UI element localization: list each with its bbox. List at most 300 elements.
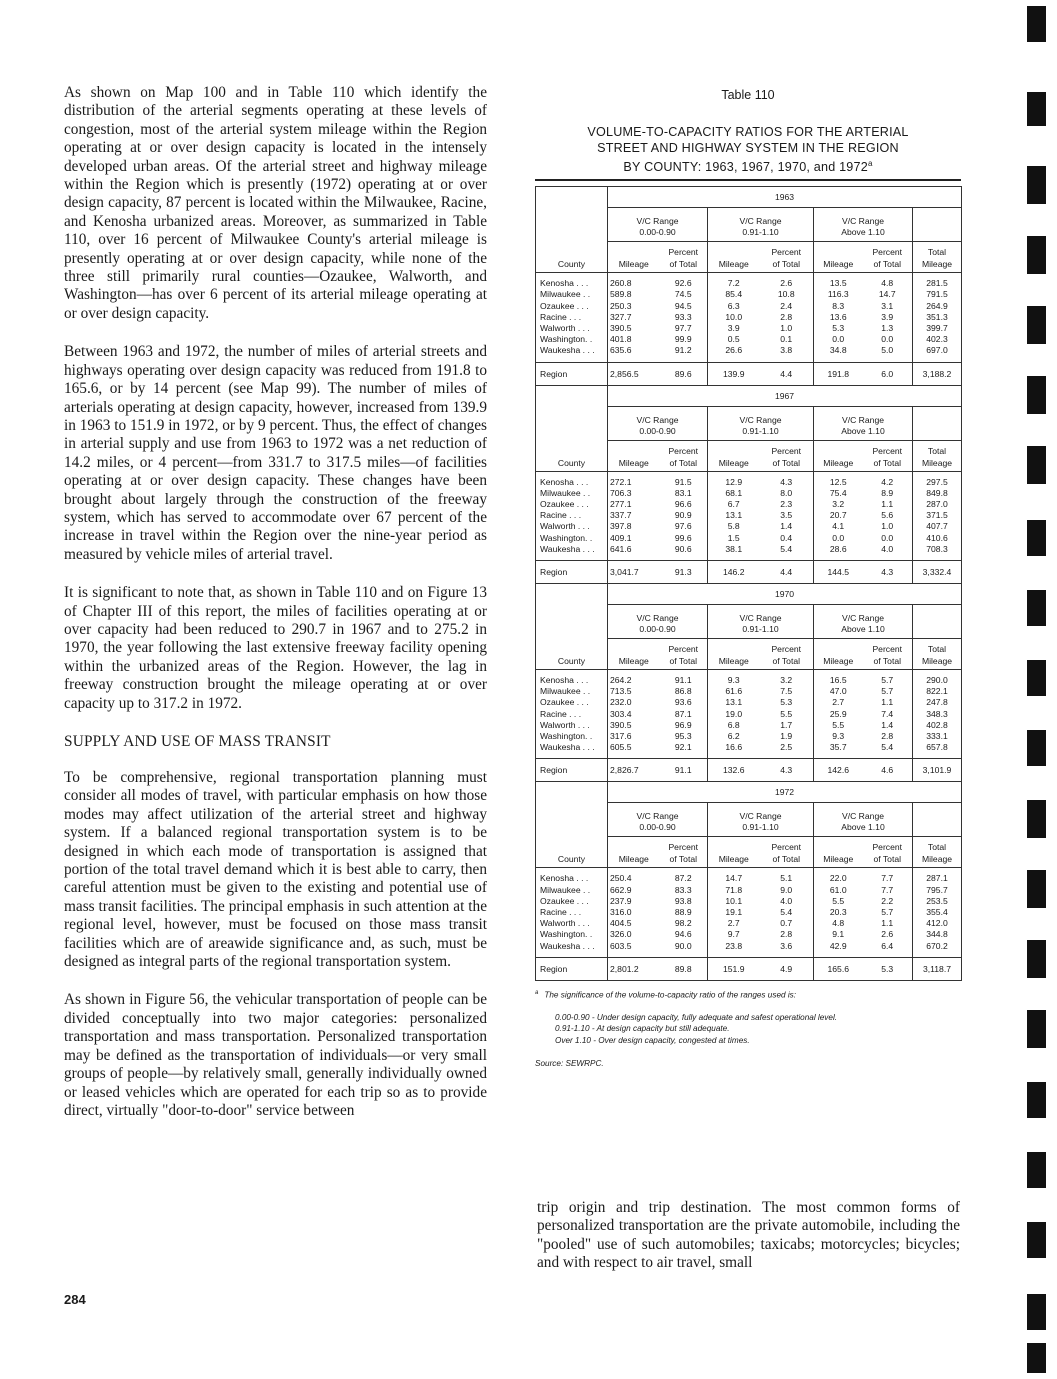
total-value: 247.8 [926, 697, 948, 708]
of-total-label: of Total [669, 457, 698, 468]
region-mileage: 132.6 [708, 759, 760, 782]
margin-mark [1027, 1343, 1046, 1373]
mileage-value: 34.8 [829, 345, 847, 356]
margin-mark [1027, 446, 1046, 484]
mileage-value: 5.5 [832, 895, 845, 906]
percent-value: 2.6 [780, 278, 793, 289]
percent-value: 4.0 [881, 543, 894, 554]
region-percent: 4.9 [760, 957, 814, 980]
mileage-value: 9.7 [727, 929, 740, 940]
region-total: 3,332.4 [913, 561, 962, 584]
total-label: Total [927, 842, 947, 853]
percent-values [863, 471, 913, 560]
range-definition: 0.00-0.90 - Under design capacity, fully adequate and safest operational level. [555, 1012, 838, 1022]
percent-value: 74.5 [674, 289, 692, 300]
body-paragraph: As shown on Map 100 and in Table 110 which identify the distribution of the arterial segments operating at these levels of congestion, most of the arterial system mileage within the Region operating at or over design capacity is located in the intensely developed urban areas. Of the arterial street and highway mileage within the Region which is presently (1972) operating at or over design capacity, 87 percent is located within the Milwaukee, Racine, and Kenosha urbanized areas. Moreover, as summarized in Table 110, over 16 percent of Milwaukee County's arterial mileage is presently operating at or over design capacity, while none of the three still primarily rural counties—Ozaukee, Walworth, and Washington—has over 6 percent of its arterial mileage operating at or over design capacity. [64, 84, 487, 322]
mileage-header: Mileage [608, 639, 660, 670]
range-label: V/C Range [636, 613, 679, 624]
percent-value: 5.4 [780, 907, 793, 918]
percent-value: 3.9 [881, 311, 894, 322]
mileage-value: 303.4 [610, 708, 632, 719]
percent-value: 2.8 [780, 311, 793, 322]
mileage-value: 13.1 [725, 510, 743, 521]
mileage-header: Mileage [708, 242, 760, 273]
region-mileage: 2,801.2 [608, 957, 660, 980]
percent-value: 14.7 [878, 289, 896, 300]
mileage-value: 19.0 [725, 708, 743, 719]
percent-header [660, 440, 708, 471]
percent-value: 2.8 [881, 731, 894, 742]
percent-label: Percent [771, 445, 802, 456]
percent-value: 8.0 [780, 487, 793, 498]
total-value: 264.9 [926, 300, 948, 311]
total-value: 297.5 [926, 476, 948, 487]
region-percent: 4.4 [760, 362, 814, 385]
county-name: Milwaukee . . [540, 884, 591, 895]
total-value: 333.1 [926, 731, 948, 742]
percent-values [760, 670, 814, 759]
region-total: 3,188.2 [913, 362, 962, 385]
mileage-value: 116.3 [827, 289, 849, 300]
region-percent: 91.1 [660, 759, 708, 782]
of-total-label: of Total [669, 259, 698, 270]
left-text-column [64, 84, 487, 1140]
county-name: Kenosha . . . [540, 476, 589, 487]
range-value: Above 1.10 [841, 425, 885, 436]
percent-value: 99.9 [674, 334, 692, 345]
mileage-value: 47.0 [829, 686, 847, 697]
mileage-value: 0.0 [832, 532, 845, 543]
range-header-mid [708, 803, 814, 837]
percent-value: 1.1 [881, 918, 894, 929]
county-name: Walworth . . . [540, 323, 590, 333]
table-title-years: BY COUNTY: 1963, 1967, 1970, and 1972 [623, 160, 868, 175]
mileage-value: 35.7 [829, 742, 847, 753]
percent-value: 1.1 [881, 499, 894, 510]
mileage-value: 20.3 [829, 907, 847, 918]
percent-value: 96.6 [674, 499, 692, 510]
percent-label: Percent [872, 247, 903, 258]
mileage-header: Mileage [708, 440, 760, 471]
county-name: Kenosha . . . [540, 278, 589, 289]
mileage-value: 9.3 [832, 731, 845, 742]
percent-value: 3.8 [780, 345, 793, 356]
range-definitions [555, 1012, 961, 1047]
county-name: Walworth . . . [540, 719, 590, 730]
percent-value: 5.0 [881, 345, 894, 356]
mileage-value: 409.1 [610, 532, 632, 543]
total-label: Total [927, 445, 947, 456]
mileage-values [708, 471, 760, 560]
county-name: Waukesha . . . [540, 543, 595, 554]
mileage-value: 16.6 [725, 742, 743, 753]
mileage-value: 10.1 [725, 895, 743, 906]
mileage-value: 250.4 [610, 873, 632, 884]
percent-value: 2.3 [780, 499, 793, 510]
body-paragraph: To be comprehensive, regional transportation planning must consider all modes of travel, with particular emphasis on how those modes may affect utilization of the arterial street and highway system. If a balanced regional transportation system is to be designed in which each mode of transportation is assigned that portion of the total travel demand which it is best able to carry, then careful attention must be given to the existing and potential use of mass transit facilities. The principal emphasis in such attention at the regional level, however, must be focused on those mass transit facilities which are of areawide significance and, as such, must be designed as integral parts of the regional transportation system. [64, 769, 487, 971]
county-header-space [536, 406, 608, 440]
mileage-value: 13.5 [829, 278, 847, 289]
percent-value: 2.6 [881, 929, 894, 940]
margin-mark [1027, 166, 1046, 204]
percent-value: 93.8 [674, 895, 692, 906]
percent-value: 0.4 [780, 532, 793, 543]
percent-values [863, 670, 913, 759]
of-total-label: of Total [669, 656, 698, 667]
percent-value: 94.6 [674, 929, 692, 940]
body-paragraph: Between 1963 and 1972, the number of miles of arterial streets and highways operating over design capacity was reduced from 191.8 to 165.6, or by 14 percent (see Map 99). The number of miles of arterials operating at design capacity, however, increased from 139.9 in 1963 to 151.9 in 1972, or by 9 percent. Thus, the effect of changes in arterial supply and use from 1963 to 1972 was a net reduction of 14.2 miles, or 4 percent—from 331.7 to 317.5 miles—of facilities operating at or over design capacity. These changes have been brought about largely through the construction of the freeway system, which has served to accommodate over 67 percent of the increase in travel within the Region over the nine-year period as measured by vehicle miles of arterial travel. [64, 343, 487, 563]
region-percent: 89.8 [660, 957, 708, 980]
total-label: Total [927, 644, 947, 655]
mileage-header: Mileage [814, 639, 863, 670]
percent-header [863, 639, 913, 670]
range-label: V/C Range [739, 414, 782, 425]
mileage-value: 9.3 [727, 675, 740, 686]
percent-value: 0.0 [881, 532, 894, 543]
mileage-value: 25.9 [829, 708, 847, 719]
mileage-value: 5.8 [727, 521, 740, 532]
range-label: V/C Range [841, 414, 885, 425]
region-percent: 4.3 [760, 759, 814, 782]
range-definition: 0.91-1.10 - At design capacity but still adequate. [555, 1024, 730, 1034]
mileage-values [708, 868, 760, 957]
mileage-value: 232.0 [610, 697, 632, 708]
mileage-value: 0.5 [727, 334, 740, 345]
mileage-value: 713.5 [610, 686, 632, 697]
percent-value: 5.4 [881, 742, 894, 753]
section-heading: SUPPLY AND USE OF MASS TRANSIT [64, 733, 331, 750]
percent-value: 87.1 [674, 708, 692, 719]
total-values [913, 868, 962, 957]
range-value: Above 1.10 [841, 822, 885, 833]
percent-label: Percent [668, 644, 699, 655]
mileage-value: 68.1 [725, 487, 743, 498]
county-name: Ozaukee . . . [540, 895, 589, 906]
region-mileage: 142.6 [814, 759, 863, 782]
county-data-row [536, 670, 962, 759]
county-name: Ozaukee . . . [540, 697, 589, 708]
region-mileage: 139.9 [708, 362, 760, 385]
county-header-space [536, 803, 608, 837]
total-values [913, 670, 962, 759]
margin-mark [1027, 870, 1046, 908]
mileage-values [608, 670, 660, 759]
percent-header [760, 440, 814, 471]
region-percent: 5.3 [863, 957, 913, 980]
table-title-line: VOLUME-TO-CAPACITY RATIOS FOR THE ARTERIAL [587, 125, 909, 139]
region-mileage: 165.6 [814, 957, 863, 980]
footnote-marker: a [867, 159, 873, 168]
title-rule [535, 179, 961, 181]
county-name: Milwaukee . . [540, 487, 591, 498]
mileage-value: 61.0 [829, 884, 847, 895]
county-name: Racine . . . [540, 708, 582, 719]
mileage-value: 13.1 [725, 697, 743, 708]
mileage-value: 85.4 [725, 289, 743, 300]
percent-value: 94.5 [674, 300, 692, 311]
percent-value: 1.7 [780, 719, 793, 730]
of-total-label: of Total [873, 656, 902, 667]
mileage-value: 6.7 [727, 499, 740, 510]
region-percent: 91.3 [660, 561, 708, 584]
percent-value: 4.8 [881, 278, 894, 289]
total-value: 281.5 [926, 278, 948, 289]
region-percent: 4.6 [863, 759, 913, 782]
year-row [536, 584, 962, 605]
mileage-value: 641.6 [610, 543, 632, 554]
county-names [536, 273, 608, 362]
total-mileage-header [913, 242, 962, 273]
region-percent: 4.3 [863, 561, 913, 584]
mileage-header: Mileage [608, 837, 660, 868]
range-row [536, 605, 962, 639]
region-row [536, 759, 962, 782]
county-name: Racine . . . [540, 907, 582, 918]
percent-value: 1.0 [881, 521, 894, 532]
percent-label: Percent [872, 842, 903, 853]
margin-mark [1027, 1082, 1046, 1118]
margin-mark [1027, 590, 1046, 626]
of-total-label: of Total [669, 854, 698, 865]
percent-value: 90.9 [674, 510, 692, 521]
mileage-value: 3.2 [832, 499, 845, 510]
body-paragraph: trip origin and trip destination. The most common forms of personalized transportation are the private automobile, including the "pooled" use of such automobiles; taxicabs; motorcycles; bicycles; and with respect to air travel, small [537, 1199, 960, 1272]
mileage-value: 42.9 [829, 940, 847, 951]
range-header-high [814, 605, 913, 639]
region-label: Region [536, 362, 608, 385]
mileage-value: 401.8 [610, 334, 632, 345]
range-value: 0.00-0.90 [639, 227, 676, 238]
county-name: Washington. . [540, 532, 593, 543]
percent-value: 93.6 [674, 697, 692, 708]
county-name: Waukesha . . . [540, 345, 595, 356]
percent-value: 96.9 [674, 719, 692, 730]
total-value: 355.4 [926, 907, 948, 918]
county-name: Ozaukee . . . [540, 499, 589, 510]
total-value: 348.3 [926, 708, 948, 719]
region-mileage: 2,856.5 [608, 362, 660, 385]
percent-label: Percent [771, 842, 802, 853]
region-percent: 4.4 [760, 561, 814, 584]
county-header: County [536, 242, 608, 273]
margin-mark [1027, 520, 1046, 556]
region-percent: 89.6 [660, 362, 708, 385]
of-total-label: of Total [772, 854, 801, 865]
county-name: Ozaukee . . . [540, 300, 589, 311]
percent-header [863, 242, 913, 273]
range-label: V/C Range [841, 216, 885, 227]
total-value: 849.8 [926, 487, 948, 498]
percent-header [863, 440, 913, 471]
county-names [536, 471, 608, 560]
margin-mark [1027, 1010, 1046, 1048]
county-name: Walworth . . . [540, 918, 590, 929]
percent-value: 5.1 [780, 873, 793, 884]
mileage-value: 0.0 [832, 334, 845, 345]
column-header-row [536, 242, 962, 273]
of-total-label: of Total [772, 259, 801, 270]
margin-mark [1027, 1222, 1046, 1258]
mileage-value: 397.8 [610, 521, 632, 532]
mileage-value: 635.6 [610, 345, 632, 356]
mileage-value: 28.6 [829, 543, 847, 554]
mileage-value: 26.6 [725, 345, 743, 356]
percent-value: 6.4 [881, 940, 894, 951]
mileage-value: 2.7 [727, 918, 740, 929]
mileage-value: 4.8 [832, 918, 845, 929]
percent-value: 95.3 [674, 731, 692, 742]
percent-value: 7.7 [881, 873, 894, 884]
total-value: 795.7 [926, 884, 948, 895]
range-definition: Over 1.10 - Over design capacity, congested at times. [555, 1035, 750, 1045]
footnote-text: The significance of the volume-to-capacity ratio of the ranges used is: [544, 990, 797, 1000]
total-header-space [913, 605, 962, 639]
percent-value: 87.2 [674, 873, 692, 884]
range-label: V/C Range [636, 216, 679, 227]
county-header-space [536, 605, 608, 639]
percent-label: Percent [872, 644, 903, 655]
percent-values [760, 273, 814, 362]
range-label: V/C Range [636, 414, 679, 425]
county-header: County [536, 639, 608, 670]
mileage-value: 327.7 [610, 311, 632, 322]
mileage-value: 277.1 [610, 499, 632, 510]
percent-values [660, 670, 708, 759]
mileage-header: Mileage [814, 242, 863, 273]
percent-value: 5.7 [881, 675, 894, 686]
mileage-label: Mileage [921, 854, 953, 865]
percent-header [760, 242, 814, 273]
column-header-row [536, 440, 962, 471]
region-mileage: 151.9 [708, 957, 760, 980]
percent-value: 1.3 [881, 323, 894, 333]
mileage-value: 38.1 [725, 543, 743, 554]
mileage-value: 75.4 [829, 487, 847, 498]
percent-value: 90.0 [674, 940, 692, 951]
range-row [536, 406, 962, 440]
county-names [536, 868, 608, 957]
mileage-values [608, 471, 660, 560]
range-header-mid [708, 208, 814, 242]
table-source: Source: SEWRPC. [535, 1059, 604, 1069]
footnote-marker: a [535, 989, 539, 996]
region-mileage: 191.8 [814, 362, 863, 385]
percent-header [660, 242, 708, 273]
percent-label: Percent [872, 445, 903, 456]
margin-mark [1027, 1152, 1046, 1188]
margin-mark [1027, 730, 1046, 766]
table-number: Table 110 [721, 88, 775, 102]
county-name: Walworth . . . [540, 521, 590, 532]
margin-mark [1027, 92, 1046, 126]
margin-mark [1027, 940, 1046, 978]
range-header-high [814, 208, 913, 242]
percent-value: 97.6 [674, 521, 692, 532]
range-label: V/C Range [636, 811, 679, 822]
range-header-low [608, 406, 708, 440]
margin-mark [1027, 6, 1046, 42]
mileage-label: Mileage [921, 259, 953, 270]
mileage-header: Mileage [608, 242, 660, 273]
mileage-label: Mileage [921, 656, 953, 667]
mileage-value: 16.5 [829, 675, 847, 686]
range-label: V/C Range [739, 216, 782, 227]
mileage-values [814, 670, 863, 759]
range-value: 0.00-0.90 [639, 624, 676, 635]
percent-values [660, 273, 708, 362]
range-header-low [608, 803, 708, 837]
region-row [536, 561, 962, 584]
percent-header [660, 837, 708, 868]
percent-value: 7.7 [881, 884, 894, 895]
of-total-label: of Total [873, 259, 902, 270]
mileage-value: 5.3 [832, 323, 845, 333]
percent-value: 4.3 [780, 476, 793, 487]
year-row [536, 187, 962, 208]
county-name: Washington. . [540, 334, 593, 345]
percent-values [660, 471, 708, 560]
margin-mark [1027, 376, 1046, 414]
range-label: V/C Range [841, 613, 885, 624]
body-paragraph: It is significant to note that, as shown in Table 110 and on Figure 13 of Chapter III of this report, the miles of facilities operating at or over capacity had been reduced to 290.7 in 1967 and to 275.2 in 1970, the year following the last extensive freeway facility opening within the urbanized areas of the Region. However, the lag in freeway construction brought the mileage operating at or over capacity up to 317.2 in 1972. [64, 584, 487, 712]
county-name: Waukesha . . . [540, 742, 595, 753]
total-value: 407.7 [926, 521, 948, 532]
total-value: 344.8 [926, 929, 948, 940]
region-label: Region [536, 561, 608, 584]
year-label: 1972 [608, 782, 962, 803]
mileage-header: Mileage [814, 440, 863, 471]
county-name: Washington. . [540, 929, 593, 940]
percent-values [863, 273, 913, 362]
percent-value: 0.0 [881, 334, 894, 345]
mileage-value: 9.1 [832, 929, 845, 940]
county-header-space [536, 584, 608, 605]
county-name: Racine . . . [540, 510, 582, 521]
county-name: Waukesha . . . [540, 940, 595, 951]
mileage-values [814, 273, 863, 362]
range-value: 0.91-1.10 [742, 822, 779, 833]
range-header-mid [708, 605, 814, 639]
year-label: 1967 [608, 385, 962, 406]
table-110-section [535, 88, 961, 1068]
percent-value: 9.0 [780, 884, 793, 895]
margin-mark [1027, 236, 1046, 274]
mileage-value: 2.7 [832, 697, 845, 708]
percent-value: 1.9 [780, 731, 793, 742]
mileage-value: 589.8 [610, 289, 632, 300]
total-value: 791.5 [926, 289, 948, 300]
county-header-space [536, 208, 608, 242]
range-row [536, 208, 962, 242]
region-mileage: 144.5 [814, 561, 863, 584]
percent-value: 92.6 [674, 278, 692, 289]
total-value: 351.3 [926, 311, 948, 322]
range-label: V/C Range [739, 811, 782, 822]
percent-value: 1.4 [881, 719, 894, 730]
county-header-space [536, 782, 608, 803]
mileage-value: 237.9 [610, 895, 632, 906]
percent-value: 5.3 [780, 697, 793, 708]
total-mileage-header [913, 639, 962, 670]
region-label: Region [536, 759, 608, 782]
region-total: 3,118.7 [913, 957, 962, 980]
mileage-value: 6.8 [727, 719, 740, 730]
region-label: Region [536, 957, 608, 980]
percent-label: Percent [771, 247, 802, 258]
percent-value: 99.6 [674, 532, 692, 543]
mileage-value: 20.7 [829, 510, 847, 521]
county-data-row [536, 868, 962, 957]
